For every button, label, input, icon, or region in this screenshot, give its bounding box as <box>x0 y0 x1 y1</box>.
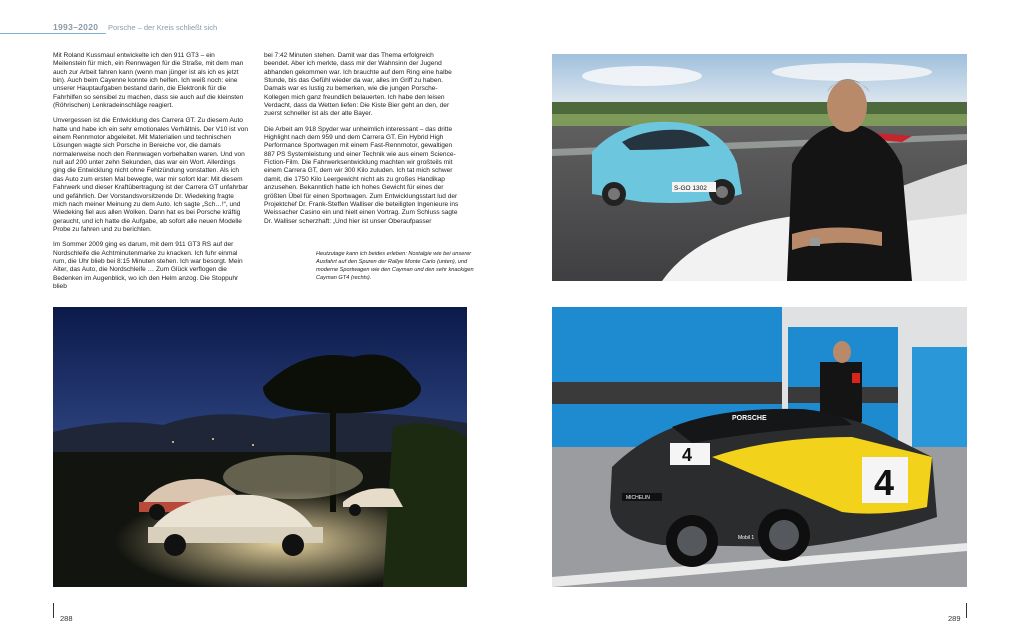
race-number-side: 4 <box>874 462 895 503</box>
sponsor-label-2: Mobil 1 <box>738 535 755 541</box>
license-plate: S-GO 1302 <box>674 185 707 192</box>
paragraph: Unvergessen ist die Entwicklung des Carrera GT. Zu diesem Auto hatte und habe ich ein sehr emotionales Verhältnis. Der V10 ist von einem Rennmotor abgeleitet. Mit Materialien und technischen Lösungen wagte sich Porsche in Bereiche vor, die damals normalerweise noch den Rennwagen vorbehalten waren. Und von null auf 200 unter zehn Sekunden, das war ein Wort. Allerdings ging die Entwicklung nicht ohne Fehlzündung vonstatten. Als ich das Auto zum ersten Mal bewegte, war mir sofort klar: Mit diesem Fahrwerk und dieser Kraftübertragung ist der Carrera GT unfahrbar und gefährlich. Der Vorstandsvorsitzende Dr. Wiedeking fragte mich nach meiner Meinung zu dem Auto. Ich sagte „Sch…!“, und Wiedeking fiel aus allen Wolken. Dann hat es bei Porsche kräftig geraucht, und ich hatte die Aufgabe, ab sofort alle neuen Modelle Probe zu fahren und zu berichten. <box>53 117 249 233</box>
photo-gt4-pitlane <box>552 307 967 587</box>
paragraph: Mit Roland Kussmaul entwickelte ich den 911 GT3 – ein Meilenstein für mich, ein Rennwagen für die Straße, mit dem man auch zur Arbeit fahren kann (wenn man jünger ist als ich es jetzt bin). Auch beim Cayenne konnte ich helfen. Ich weiß noch: eine unserer Hauptaufgaben bestand darin, die Elektronik für die Fahrhilfen so sensibel zu machen, dass sie auch auf die kleinsten (Röhrischen) Lenkradeinschläge reagiert. <box>53 52 244 110</box>
running-header <box>0 20 480 36</box>
paragraph: Die Arbeit am 918 Spyder war unheimlich interessant – das dritte Highlight nach dem 959 und dem Carrera GT. Ein Hybrid High Performance Sportwagen mit einem Fast-Rennmotor, gewaltigen 887 PS Systemleistung und einer Technik wie aus einem Science-Fiction-Film. Die Fahrwerksentwicklung machten wir großteils mit einem Carrera GT, dem wir 300 Kilo zuluden. Ich tat mich schwer damit, die 1750 Kilo Leergewicht nicht als zu großes Handikap anzusehen. Bekanntlich hatte ich hohes Gewicht für eines der größten Übel für einen Sportwagen. Zum Entwicklungsstart lud der Projektchef Dr. Frank-Steffen Walliser die beteiligten Ingenieure ins Weissacher Casino ein und hielt einen Vortrag. Zum Schluss sagte Dr. Walliser scherzhaft: „Und hier ist unser Oberaufpasser <box>264 125 459 225</box>
header-subtitle: Porsche – der Kreis schließt sich <box>108 22 218 32</box>
text-column-left <box>53 52 249 298</box>
sponsor-label: MICHELIN <box>626 495 650 501</box>
page-number-left: 288 <box>60 614 73 623</box>
header-rule <box>0 33 106 34</box>
text-column-right <box>264 52 460 233</box>
race-number-hood: 4 <box>682 445 693 465</box>
photo-caption: Heutzutage kann ich beides erleben: Nostalgie wie bei unserer Ausfahrt auf den Spuren der Rallye Monte Carlo (unten), und moderne Sportwagen wie den Cayman und den sehr knackigen Cayman GT4 (rechts). <box>316 251 474 281</box>
folio-rule-left <box>53 603 54 618</box>
header-years: 1993–2020 <box>53 22 99 32</box>
windshield-brand: PORSCHE <box>732 415 767 422</box>
paragraph: bei 7:42 Minuten stehen. Damit war das Thema erfolgreich beendet. Aber ich merkte, dass mir der Wahnsinn der Jugend abhanden gekommen war. Ich brauchte auf dem Ring eine halbe Stunde, bis das Gefühl wieder da war, alles im Griff zu haben. Damals war es lustig zu bemerken, wie die jungen Porsche-Kollegen mich ganz freundlich belauerten. Ich habe den leisen Verdacht, dass da Wetten liefen: Die Kiste Bier geht an den, der zuerst schneller ist als der alte Bayer. <box>264 52 452 118</box>
paragraph: Im Sommer 2009 ging es darum, mit dem 911 GT3 RS auf der Nordschleife die Achtminutenmarke zu knacken. Ich fuhr einmal rum, die Uhr blieb bei 8:15 Minuten stehen. Ich war besorgt. Mein Alter, das Auto, die Nordschleife … Zum Glück verflogen die Bedenken im Augenblick, wo ich den Helm anzog. Die Stoppuhr blieb <box>53 241 243 290</box>
page-number-right: 289 <box>948 614 961 623</box>
photo-cayman-portrait <box>552 54 967 281</box>
photo-night-classics <box>53 307 467 587</box>
folio-rule-right <box>966 603 967 618</box>
